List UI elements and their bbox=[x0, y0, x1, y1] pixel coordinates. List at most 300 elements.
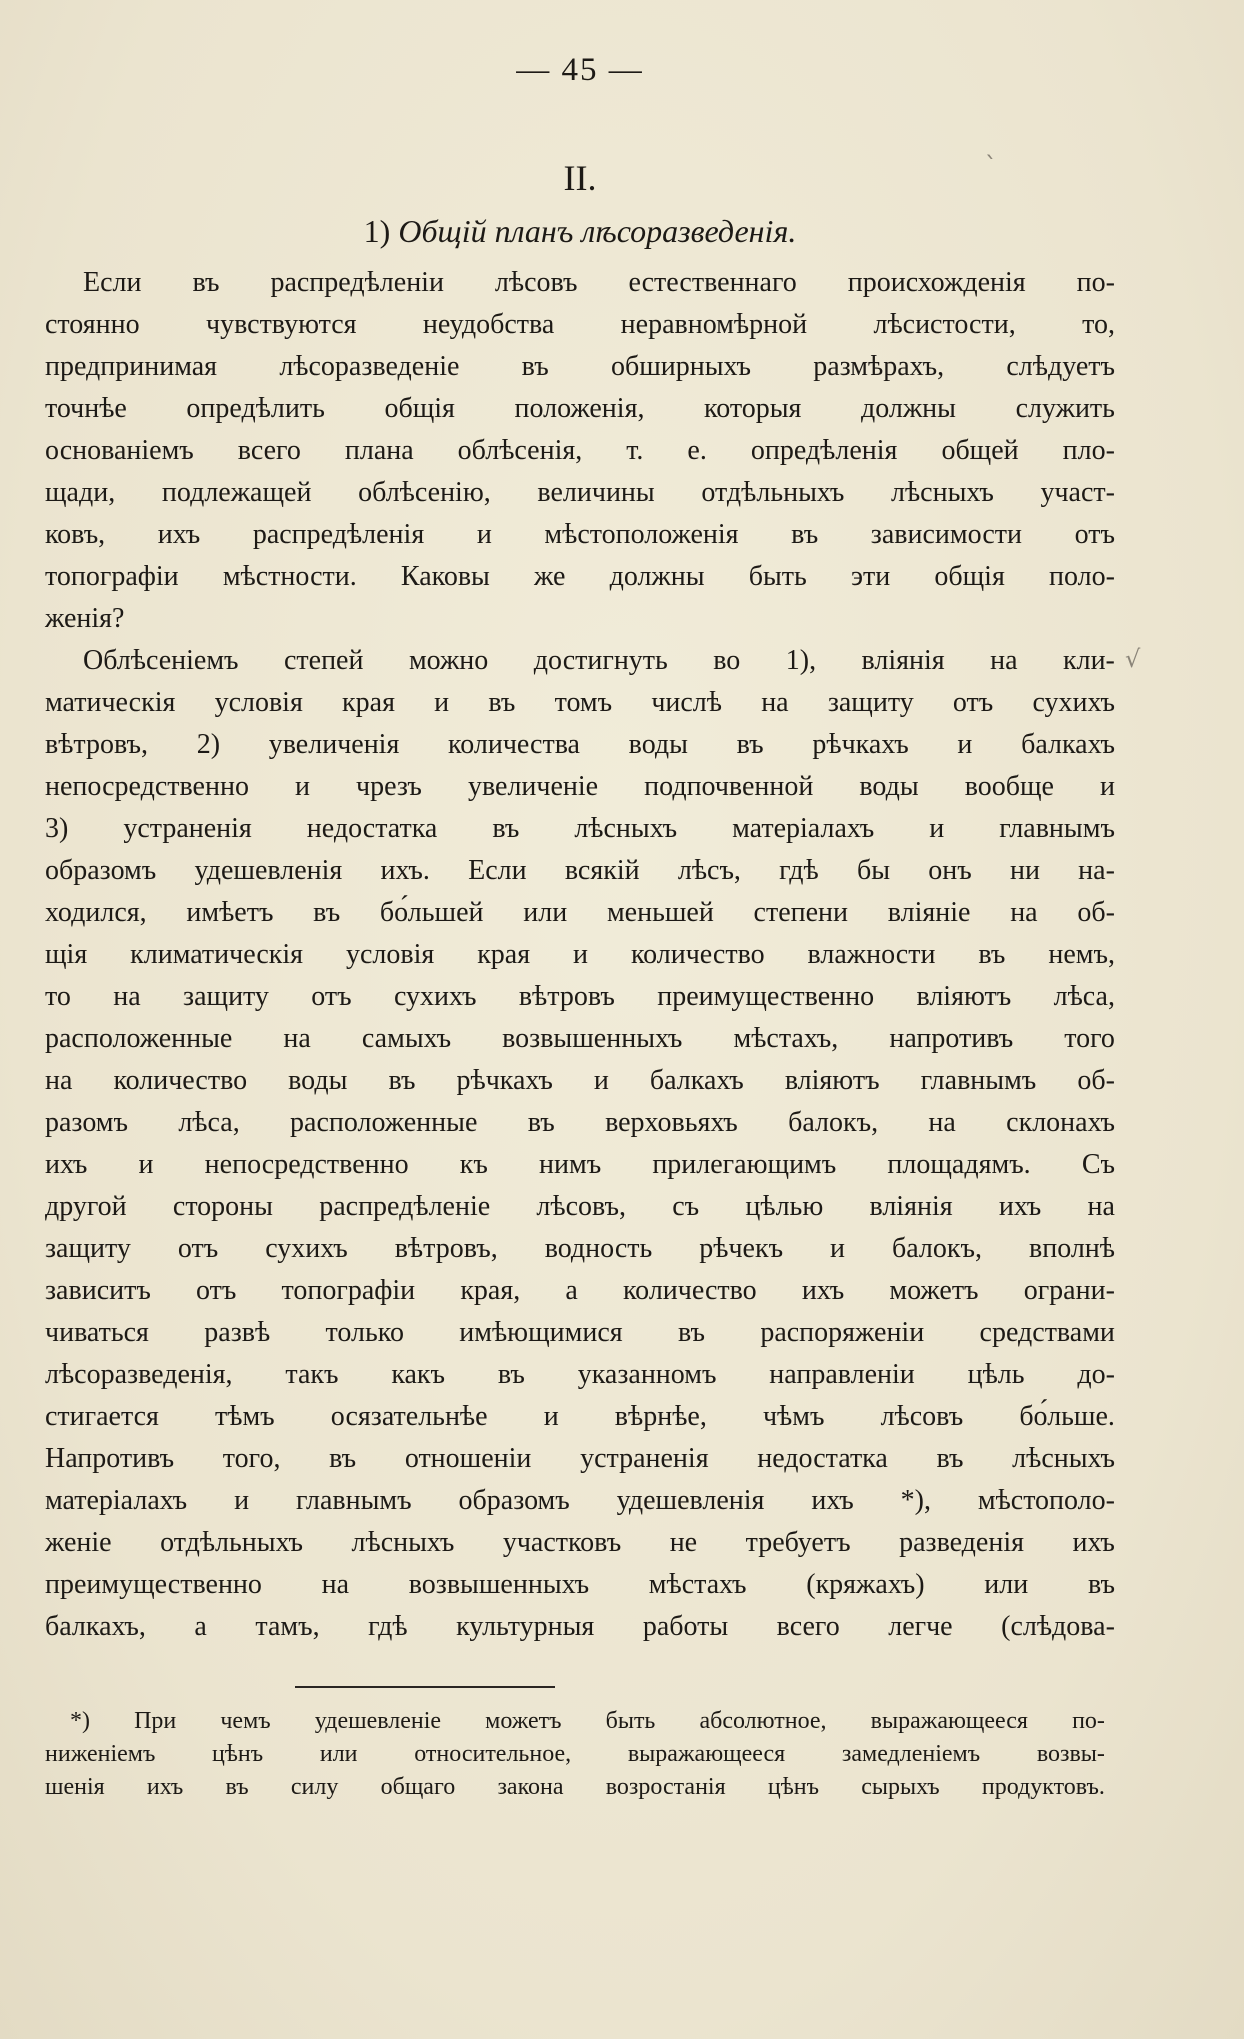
body-line bbox=[45, 1438, 1115, 1480]
word: и bbox=[957, 729, 973, 760]
word: об- bbox=[1077, 897, 1115, 928]
word: выражающееся bbox=[870, 1708, 1028, 1734]
body-line bbox=[45, 808, 1115, 850]
word: степени bbox=[753, 897, 849, 928]
word: и bbox=[593, 1065, 609, 1096]
word: положенія, bbox=[514, 393, 645, 424]
word: абсолютное, bbox=[699, 1708, 827, 1734]
word: стороны bbox=[172, 1191, 273, 1222]
word: кли- bbox=[1063, 645, 1115, 676]
body-line bbox=[45, 1228, 1115, 1270]
word: мѣстахъ bbox=[648, 1569, 747, 1600]
word: служить bbox=[1015, 393, 1115, 424]
word: главнымъ bbox=[920, 1065, 1037, 1096]
word: ни bbox=[1009, 855, 1040, 886]
word: цѣлью bbox=[745, 1191, 824, 1222]
word: лѣсоразведеніе bbox=[279, 351, 460, 382]
word: зависитъ bbox=[45, 1275, 151, 1306]
word: *), bbox=[900, 1485, 931, 1516]
word: 3) bbox=[45, 813, 69, 844]
margin-check-mark: √ bbox=[1125, 645, 1141, 673]
word: распредѣленіе bbox=[319, 1191, 491, 1222]
word: балкахъ bbox=[649, 1065, 744, 1096]
word: матическія bbox=[45, 687, 176, 718]
word: отношеніи bbox=[404, 1443, 532, 1474]
word: въ bbox=[736, 729, 764, 760]
word: а bbox=[194, 1611, 207, 1642]
word: условія bbox=[345, 939, 435, 970]
word: вліяютъ bbox=[784, 1065, 880, 1096]
body-text bbox=[45, 262, 1115, 1648]
word: на bbox=[1087, 1191, 1115, 1222]
word: недостатка bbox=[757, 1443, 888, 1474]
word: выражающееся bbox=[627, 1741, 786, 1767]
body-line bbox=[45, 556, 1115, 598]
word: рѣчекъ bbox=[699, 1233, 784, 1264]
word: легче bbox=[888, 1611, 953, 1642]
word: ихъ bbox=[801, 1275, 845, 1306]
word: вообще bbox=[964, 771, 1054, 802]
word: климатическія bbox=[130, 939, 304, 970]
word: гдѣ bbox=[779, 855, 819, 886]
word: въ bbox=[677, 1317, 705, 1348]
word: цѣнъ bbox=[767, 1774, 820, 1800]
word: въ bbox=[192, 267, 220, 298]
word: ихъ bbox=[998, 1191, 1042, 1222]
word: культурныя bbox=[456, 1611, 595, 1642]
word: вліянія bbox=[869, 1191, 953, 1222]
word: эти bbox=[850, 561, 891, 592]
word: распредѣленія bbox=[252, 519, 425, 550]
word: происхожденія bbox=[847, 267, 1026, 298]
word: и bbox=[1099, 771, 1115, 802]
word: количества bbox=[448, 729, 580, 760]
word: Напротивъ bbox=[45, 1443, 175, 1474]
word: защиту bbox=[183, 981, 269, 1012]
body-line bbox=[45, 1354, 1115, 1396]
word: отъ bbox=[1074, 519, 1115, 550]
word: влажности bbox=[807, 939, 936, 970]
footnote-line bbox=[45, 1771, 1105, 1804]
body-line bbox=[45, 388, 1115, 430]
word: увеличеніе bbox=[467, 771, 599, 802]
word: стоянно bbox=[45, 309, 140, 340]
word: продуктовъ. bbox=[981, 1774, 1105, 1800]
word: женія? bbox=[45, 603, 125, 634]
word: устраненія bbox=[123, 813, 252, 844]
word: Если bbox=[83, 267, 142, 298]
word: тамъ, bbox=[255, 1611, 320, 1642]
word: предпринимая bbox=[45, 351, 218, 382]
word: въ bbox=[313, 897, 341, 928]
word: края, bbox=[460, 1275, 521, 1306]
word: основаніемъ bbox=[45, 435, 194, 466]
body-line bbox=[45, 262, 1115, 304]
word: участковъ bbox=[502, 1527, 622, 1558]
word: отъ bbox=[952, 687, 994, 718]
word: ихъ bbox=[45, 1149, 88, 1180]
word: разомъ bbox=[45, 1107, 128, 1138]
word: чемъ bbox=[220, 1708, 271, 1734]
word: общей bbox=[941, 435, 1019, 466]
word: бо́льше. bbox=[1019, 1401, 1115, 1432]
body-line bbox=[45, 1270, 1115, 1312]
word: возвышенныхъ bbox=[408, 1569, 590, 1600]
word: достигнуть bbox=[533, 645, 668, 676]
word: удешевленія bbox=[194, 855, 343, 886]
footnote-divider bbox=[295, 1686, 555, 1688]
word: развѣ bbox=[204, 1317, 271, 1348]
word: лѣсныхъ bbox=[574, 813, 678, 844]
word: защиту bbox=[45, 1233, 131, 1264]
body-line bbox=[45, 640, 1115, 682]
word: или bbox=[523, 897, 568, 928]
word: какъ bbox=[391, 1359, 446, 1390]
word: отъ bbox=[177, 1233, 219, 1264]
word: того, bbox=[222, 1443, 281, 1474]
word: лѣса, bbox=[178, 1107, 240, 1138]
word: ихъ bbox=[1072, 1527, 1115, 1558]
word: размѣрахъ, bbox=[813, 351, 945, 382]
word: топографіи bbox=[281, 1275, 416, 1306]
body-line bbox=[45, 1396, 1115, 1438]
word: немъ, bbox=[1048, 939, 1115, 970]
word: количество bbox=[630, 939, 765, 970]
word: обширныхъ bbox=[610, 351, 751, 382]
word: на bbox=[1010, 897, 1038, 928]
word: рѣчкахъ bbox=[812, 729, 909, 760]
word: главнымъ bbox=[295, 1485, 412, 1516]
word: Облѣсеніемъ bbox=[83, 645, 239, 676]
word: т. bbox=[626, 435, 644, 466]
word: ограни- bbox=[1023, 1275, 1115, 1306]
word: въ bbox=[225, 1774, 249, 1800]
body-line bbox=[45, 430, 1115, 472]
word: въ bbox=[388, 1065, 416, 1096]
word: цѣнъ bbox=[212, 1741, 264, 1767]
word: и bbox=[294, 771, 310, 802]
word: женіе bbox=[45, 1527, 112, 1558]
word: облѣсенію, bbox=[358, 477, 491, 508]
section-title bbox=[0, 213, 1160, 250]
word: общія bbox=[384, 393, 455, 424]
word: удешевленіе bbox=[314, 1708, 442, 1734]
word: въ bbox=[791, 519, 819, 550]
word: можно bbox=[408, 645, 489, 676]
word: на bbox=[283, 1023, 311, 1054]
footnote-line bbox=[45, 1738, 1105, 1771]
word: Съ bbox=[1081, 1149, 1115, 1180]
word: онъ bbox=[928, 855, 972, 886]
word: вѣтровъ, bbox=[394, 1233, 498, 1264]
body-line bbox=[45, 976, 1115, 1018]
word: щади, bbox=[45, 477, 116, 508]
word: закона bbox=[497, 1774, 564, 1800]
word: опредѣленія bbox=[750, 435, 898, 466]
word: самыхъ bbox=[361, 1023, 452, 1054]
word: вѣтровъ bbox=[518, 981, 615, 1012]
word: возростанія bbox=[605, 1774, 726, 1800]
word: съ bbox=[672, 1191, 700, 1222]
word: въ bbox=[497, 1359, 525, 1390]
word: и bbox=[543, 1401, 559, 1432]
word: силу bbox=[290, 1774, 339, 1800]
word: къ bbox=[459, 1149, 488, 1180]
word: удешевленія bbox=[616, 1485, 765, 1516]
margin-tick-mark: ˋ bbox=[985, 152, 997, 180]
word: всякій bbox=[564, 855, 640, 886]
word: и bbox=[138, 1149, 154, 1180]
word: преимущественно bbox=[45, 1569, 262, 1600]
word: При bbox=[134, 1708, 177, 1734]
word: облѣсенія, bbox=[457, 435, 583, 466]
word: на bbox=[928, 1107, 956, 1138]
word: можетъ bbox=[485, 1708, 562, 1734]
word: площадямъ. bbox=[887, 1149, 1031, 1180]
word: такъ bbox=[285, 1359, 339, 1390]
word: Каковы bbox=[400, 561, 490, 592]
word: въ bbox=[521, 351, 549, 382]
word: тѣмъ bbox=[215, 1401, 275, 1432]
word: шенія bbox=[45, 1774, 105, 1800]
word: же bbox=[534, 561, 566, 592]
word: ихъ bbox=[811, 1485, 854, 1516]
word: меньшей bbox=[606, 897, 714, 928]
word: чувствуются bbox=[206, 309, 357, 340]
word: участ- bbox=[1040, 477, 1115, 508]
word: ниженіемъ bbox=[45, 1741, 156, 1767]
word: чиваться bbox=[45, 1317, 149, 1348]
word: которыя bbox=[704, 393, 802, 424]
section-title-text: Общій планъ лѣсоразведенія. bbox=[398, 213, 797, 249]
body-line bbox=[45, 304, 1115, 346]
word: точнѣе bbox=[45, 393, 127, 424]
word: е. bbox=[687, 435, 707, 466]
word: вѣрнѣе, bbox=[614, 1401, 707, 1432]
word: рѣчкахъ bbox=[456, 1065, 553, 1096]
word: мѣстоположенія bbox=[544, 519, 739, 550]
word: другой bbox=[45, 1191, 127, 1222]
body-line bbox=[45, 934, 1115, 976]
word: воды bbox=[288, 1065, 348, 1096]
word: опредѣлить bbox=[186, 393, 325, 424]
word: можетъ bbox=[889, 1275, 979, 1306]
word: и bbox=[573, 939, 589, 970]
word: мѣстополо- bbox=[977, 1485, 1115, 1516]
word: на bbox=[990, 645, 1018, 676]
body-line bbox=[45, 1606, 1115, 1648]
word: ихъ bbox=[146, 1774, 184, 1800]
word: щія bbox=[45, 939, 88, 970]
word: указанномъ bbox=[577, 1359, 717, 1390]
word: быть bbox=[748, 561, 807, 592]
word: образомъ bbox=[458, 1485, 570, 1516]
word: прилегающимъ bbox=[652, 1149, 837, 1180]
word: сырыхъ bbox=[861, 1774, 940, 1800]
word: напротивъ bbox=[889, 1023, 1014, 1054]
word: условія bbox=[214, 687, 303, 718]
word: средствами bbox=[979, 1317, 1115, 1348]
word: подлежащей bbox=[161, 477, 312, 508]
word: бо́льшей bbox=[379, 897, 484, 928]
word: отдѣльныхъ bbox=[701, 477, 845, 508]
word: распоряженіи bbox=[760, 1317, 925, 1348]
word: въ bbox=[1087, 1569, 1115, 1600]
word: числѣ bbox=[651, 687, 722, 718]
word: въ bbox=[936, 1443, 964, 1474]
word: степей bbox=[283, 645, 364, 676]
word: или bbox=[984, 1569, 1029, 1600]
word: на bbox=[45, 1065, 73, 1096]
word: осязательнѣе bbox=[330, 1401, 488, 1432]
word: на bbox=[761, 687, 789, 718]
word: относительное, bbox=[414, 1741, 572, 1767]
word: чѣмъ bbox=[762, 1401, 825, 1432]
word: мѣстности. bbox=[222, 561, 357, 592]
word: а bbox=[565, 1275, 578, 1306]
word: подпочвенной bbox=[644, 771, 814, 802]
word: слѣдуетъ bbox=[1006, 351, 1115, 382]
word: расположенные bbox=[45, 1023, 233, 1054]
word: сухихъ bbox=[265, 1233, 348, 1264]
word: до- bbox=[1077, 1359, 1115, 1390]
word: въ bbox=[329, 1443, 357, 1474]
word: замедленіемъ bbox=[841, 1741, 981, 1767]
word: общаго bbox=[380, 1774, 456, 1800]
body-line bbox=[45, 1018, 1115, 1060]
word: и bbox=[234, 1485, 250, 1516]
word: (слѣдова- bbox=[1001, 1611, 1115, 1642]
word: разведенія bbox=[899, 1527, 1024, 1558]
word: и bbox=[830, 1233, 846, 1264]
word: плана bbox=[344, 435, 414, 466]
body-line bbox=[45, 1102, 1115, 1144]
word: преимущественно bbox=[657, 981, 875, 1012]
word: общія bbox=[934, 561, 1005, 592]
body-line bbox=[45, 766, 1115, 808]
word: 2) bbox=[196, 729, 221, 760]
body-line bbox=[45, 682, 1115, 724]
word: *) bbox=[70, 1708, 90, 1734]
word: въ bbox=[978, 939, 1006, 970]
word: лѣса, bbox=[1053, 981, 1115, 1012]
word: пло- bbox=[1062, 435, 1115, 466]
word: поло- bbox=[1049, 561, 1115, 592]
word: лѣсныхъ bbox=[890, 477, 994, 508]
word: неравномѣрной bbox=[620, 309, 808, 340]
word: въ bbox=[492, 813, 520, 844]
word: должны bbox=[609, 561, 705, 592]
word: балкахъ bbox=[1021, 729, 1115, 760]
word: направленіи bbox=[769, 1359, 915, 1390]
word: лѣсъ, bbox=[677, 855, 741, 886]
word: увеличенія bbox=[268, 729, 400, 760]
word: непосредственно bbox=[204, 1149, 409, 1180]
word: то, bbox=[1082, 309, 1115, 340]
word: недостатка bbox=[306, 813, 438, 844]
word: то bbox=[45, 981, 71, 1012]
word: и bbox=[476, 519, 492, 550]
word: величины bbox=[537, 477, 655, 508]
word: вполнѣ bbox=[1028, 1233, 1115, 1264]
word: водность bbox=[544, 1233, 653, 1264]
word: (кряжахъ) bbox=[806, 1569, 925, 1600]
word: количество bbox=[623, 1275, 757, 1306]
word: верховьяхъ bbox=[605, 1107, 738, 1138]
word: балокъ, bbox=[892, 1233, 982, 1264]
word: ихъ. bbox=[380, 855, 430, 886]
word: нимъ bbox=[539, 1149, 602, 1180]
word: количество bbox=[113, 1065, 248, 1096]
word: ихъ bbox=[157, 519, 201, 550]
word: вліяютъ bbox=[916, 981, 1012, 1012]
body-line bbox=[45, 1186, 1115, 1228]
word: лѣсовъ bbox=[494, 267, 578, 298]
page-number: — 45 — bbox=[516, 52, 644, 88]
word: по- bbox=[1076, 267, 1115, 298]
word: въ bbox=[527, 1107, 555, 1138]
body-line bbox=[45, 850, 1115, 892]
word: балокъ, bbox=[788, 1107, 879, 1138]
word: распредѣленіи bbox=[270, 267, 444, 298]
word: вѣтровъ, bbox=[45, 729, 149, 760]
word: имѣетъ bbox=[186, 897, 274, 928]
word: образомъ bbox=[45, 855, 157, 886]
word: лѣсоразведенія, bbox=[45, 1359, 233, 1390]
word: томъ bbox=[554, 687, 613, 718]
word: лѣсовъ bbox=[880, 1401, 964, 1432]
body-line bbox=[45, 892, 1115, 934]
word: сухихъ bbox=[394, 981, 477, 1012]
word: на bbox=[113, 981, 141, 1012]
word: воды bbox=[859, 771, 919, 802]
word: ходился, bbox=[45, 897, 147, 928]
body-line bbox=[45, 1144, 1115, 1186]
body-line bbox=[45, 346, 1115, 388]
body-line bbox=[45, 598, 1115, 640]
body-line bbox=[45, 1564, 1115, 1606]
word: или bbox=[319, 1741, 358, 1767]
word: возвышенныхъ bbox=[502, 1023, 683, 1054]
word: балкахъ, bbox=[45, 1611, 146, 1642]
footnote-line bbox=[45, 1705, 1105, 1738]
word: сухихъ bbox=[1032, 687, 1115, 718]
word: и bbox=[434, 687, 450, 718]
word: въ bbox=[488, 687, 516, 718]
word: лѣсныхъ bbox=[1012, 1443, 1115, 1474]
word: 1), bbox=[785, 645, 817, 676]
word: расположенные bbox=[290, 1107, 478, 1138]
word: матеріалахъ bbox=[732, 813, 875, 844]
word: имѣющимися bbox=[459, 1317, 623, 1348]
word: во bbox=[713, 645, 741, 676]
body-line bbox=[45, 1312, 1115, 1354]
word: склонахъ bbox=[1006, 1107, 1115, 1138]
body-line bbox=[45, 472, 1115, 514]
word: Если bbox=[468, 855, 527, 886]
word: края bbox=[342, 687, 395, 718]
word: чрезъ bbox=[356, 771, 422, 802]
word: только bbox=[325, 1317, 404, 1348]
word: возвы- bbox=[1036, 1741, 1105, 1767]
word: об- bbox=[1077, 1065, 1115, 1096]
word: гдѣ bbox=[368, 1611, 408, 1642]
word: требуетъ bbox=[745, 1527, 851, 1558]
word: лѣсистости, bbox=[873, 309, 1016, 340]
word: главнымъ bbox=[999, 813, 1115, 844]
word: по- bbox=[1072, 1708, 1105, 1734]
word: бы bbox=[856, 855, 891, 886]
